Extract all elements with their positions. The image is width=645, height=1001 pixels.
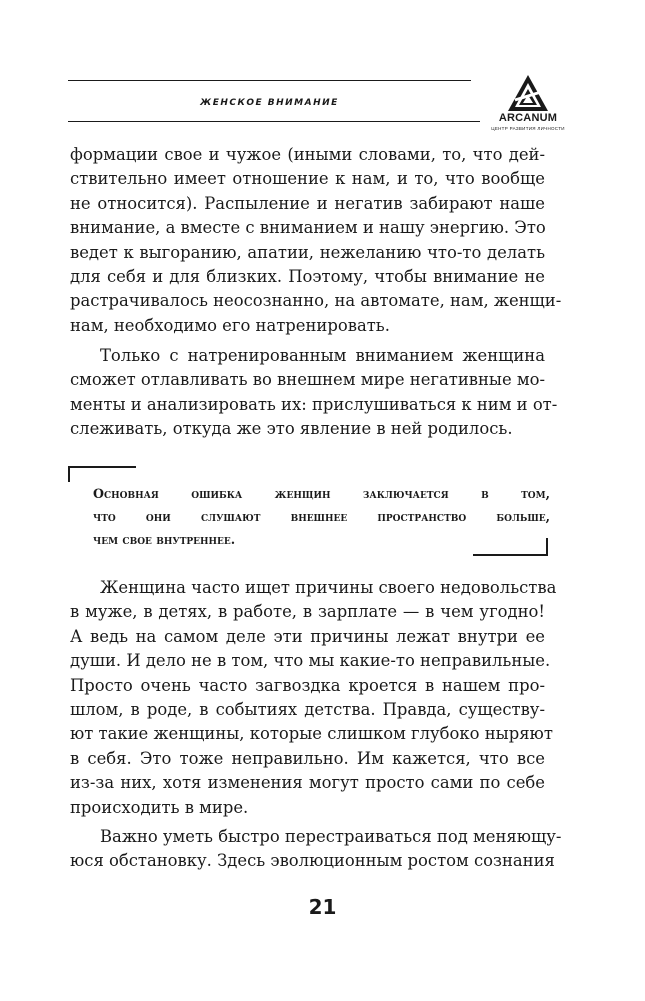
running-title: ЖЕНСКОЕ ВНИМАНИЕ bbox=[200, 98, 339, 108]
text-line: ют такие женщины, которые слишком глубоко ныряют bbox=[70, 724, 553, 744]
text-line: нам, необходимо его натренировать. bbox=[70, 315, 390, 335]
text-line: в себя. Это тоже неправильно. Им кажется, что все bbox=[70, 748, 545, 768]
text-line: ствительно имеет отношение к нам, и то, что вообще bbox=[70, 169, 545, 189]
text-line: из-за них, хотя изменения могут просто сами по себе bbox=[70, 773, 545, 793]
quote-corner-top-left bbox=[68, 466, 136, 468]
text-line: юся обстановку. Здесь эволюционным ростом сознания bbox=[70, 851, 555, 871]
text-line: не относится). Распыление и негатив забирают наше bbox=[70, 193, 545, 213]
logo-name: ARCANUM bbox=[498, 112, 558, 124]
paragraph-1 bbox=[70, 143, 562, 338]
paragraph-2 bbox=[70, 344, 558, 442]
text-line: сможет отлавливать во внешнем мире негативные мо- bbox=[70, 370, 546, 390]
text-line: Важно уметь быстро перестраиваться под меняющу- bbox=[100, 827, 562, 846]
text-line: ведет к выгоранию, апатии, нежеланию что-то делать bbox=[70, 242, 545, 262]
paragraph-4 bbox=[70, 825, 562, 874]
text-line: Женщина часто ищет причины своего недовольства bbox=[100, 578, 557, 597]
quote-text bbox=[93, 483, 550, 551]
quote-line: чем свое внутреннее. bbox=[93, 531, 236, 547]
quote-line: что они слушают внешнее пространство больше, bbox=[93, 508, 550, 524]
quote-corner-bottom-right-vertical bbox=[546, 538, 548, 555]
text-line: формации свое и чужое (иными словами, то, что дей- bbox=[70, 145, 545, 164]
text-line: происходить в мире. bbox=[70, 797, 249, 817]
text-line: Просто очень часто загвоздка кроется в нашем про- bbox=[70, 675, 545, 695]
text-line: души. И дело не в том, что мы какие-то неправильные. bbox=[70, 651, 551, 671]
quote-corner-bottom-right bbox=[473, 554, 548, 556]
page-number: 21 bbox=[308, 895, 337, 919]
text-line: для себя и для близких. Поэтому, чтобы внимание не bbox=[70, 266, 545, 286]
publisher-logo bbox=[486, 74, 570, 132]
text-line: внимание, а вместе с вниманием и нашу энергию. Это bbox=[70, 218, 546, 238]
text-line: растрачивалось неосознанно, на автомате, нам, женщи- bbox=[70, 291, 562, 311]
header-rule-top bbox=[68, 80, 471, 81]
text-line: менты и анализировать их: прислушиваться к ним и от- bbox=[70, 394, 558, 414]
paragraph-3 bbox=[70, 576, 557, 820]
quote-line: Основная ошибка женщин заключается в том, bbox=[93, 486, 550, 501]
text-line: А ведь на самом деле эти причины лежат внутри ее bbox=[70, 626, 545, 646]
text-line: шлом, в роде, в событиях детства. Правда, существу- bbox=[70, 699, 545, 719]
pull-quote bbox=[68, 466, 548, 561]
text-line: Только с натренированным вниманием женщина bbox=[100, 346, 545, 365]
text-line: в муже, в детях, в работе, в зарплате — в чем угодно! bbox=[70, 602, 545, 622]
logo-tagline: ЦЕНТР РАЗВИТИЯ ЛИЧНОСТИ bbox=[491, 126, 565, 131]
quote-corner-top-left-vertical bbox=[68, 466, 70, 482]
text-line: слеживать, откуда же это явление в ней родилось. bbox=[70, 419, 513, 439]
arcanum-triangle-icon bbox=[507, 74, 549, 112]
header-rule-bottom bbox=[68, 121, 480, 122]
